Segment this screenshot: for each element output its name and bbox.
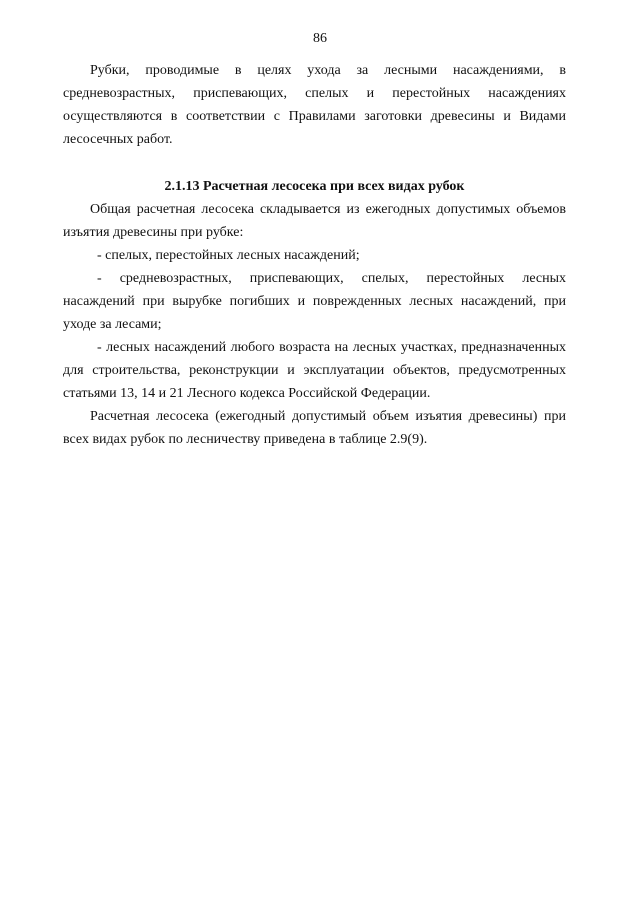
section-lead-paragraph: Общая расчетная лесосека складывается из ежегодных допустимых объемов изъятия древесины при рубке: <box>63 202 566 240</box>
intro-paragraph: Рубки, проводимые в целях ухода за лесными насаждениями, в средневозрастных, приспевающих, спелых и перестойных насаждениях осуществляются в соответствии с Правилами заготовки древесины и Видами лесосечных работ. <box>63 63 566 147</box>
list-item-construction-stands: - лесных насаждений любого возраста на лесных участках, предназначенных для строительства, реконструкции и эксплуатации объектов, предусмотренных статьями 13, 14 и 21 Лесного кодекса Российской Федерации. <box>63 340 566 401</box>
page-body <box>63 59 566 451</box>
page-number: 86 <box>313 31 327 46</box>
list-item-mature-stands: - спелых, перестойных лесных насаждений; <box>97 248 360 263</box>
closing-paragraph: Расчетная лесосека (ежегодный допустимый объем изъятия древесины) при всех видах рубок по лесничеству приведена в таблице 2.9(9). <box>63 409 566 447</box>
section-heading: 2.1.13 Расчетная лесосека при всех видах рубок <box>164 179 465 194</box>
list-item-damaged-stands: - средневозрастных, приспевающих, спелых, перестойных лесных насаждений при вырубке погибших и поврежденных лесных насаждений, при уходе за лесами; <box>63 271 566 332</box>
